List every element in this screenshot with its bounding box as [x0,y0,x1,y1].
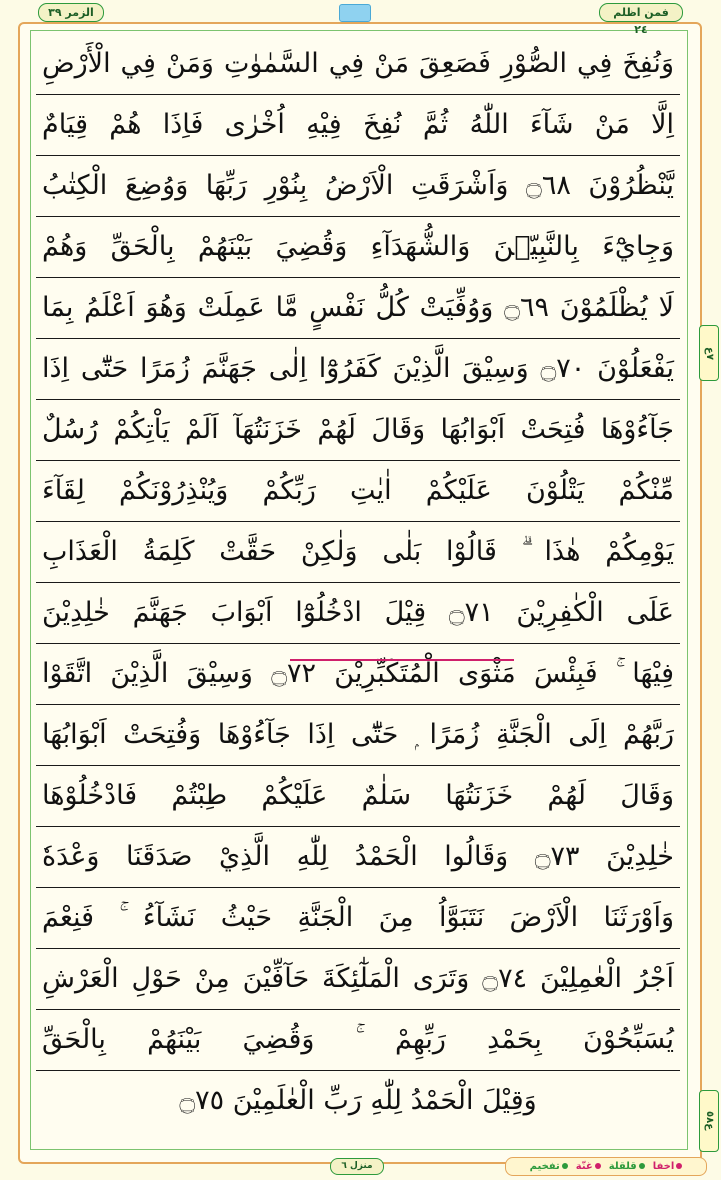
legend-dot [676,1163,682,1169]
text-line: يُسَبِّحُوْنَ بِحَمْدِ رَبِّهِمْ ۚ وَقُضِيَ بَيْنَهُمْ بِالْحَقِّ [36,1010,680,1071]
text-lines [36,34,680,1114]
text-line: رَبَّهُمْ اِلَى الْجَنَّةِ زُمَرًا ۭ حَتّٰٓى اِذَا جَآءُوْهَا وَفُتِحَتْ اَبْوَابُهَا [36,705,680,766]
legend-item: غنّة [576,1161,601,1172]
text-line: يَّنْظُرُوْنَ ۝٦٨ وَاَشْرَقَتِ الْاَرْضُ بِنُوْرِ رَبِّهَا وَوُضِعَ الْكِتٰبُ [36,156,680,217]
surah-label: الزمر ٣٩ [38,3,104,22]
ruku-marker: ٧ع [699,325,719,381]
text-line: جَآءُوْهَا فُتِحَتْ اَبْوَابُهَا وَقَالَ لَهُمْ خَزَنَتُهَآ اَلَمْ يَاْتِكُمْ رُسُلٌ [36,400,680,461]
text-line: مِّنْكُمْ يَتْلُوْنَ عَلَيْكُمْ اٰيٰتِ رَبِّكُمْ وَيُنْذِرُوْنَكُمْ لِقَآءَ [36,461,680,522]
legend-item: تفخيم [530,1161,568,1172]
juz-label: فمن اظلم ٢٤ [599,3,683,22]
highlight-underline [290,659,514,661]
text-line: اَجْرُ الْعٰمِلِيْنَ ۝٧٤ وَتَرَى الْمَلٰٓئِكَةَ حَآفِّيْنَ مِنْ حَوْلِ الْعَرْشِ [36,949,680,1010]
page-top-tab [339,4,371,22]
legend-dot [595,1163,601,1169]
text-line: فِيْهَا ۚ فَبِئْسَ مَثْوَى الْمُتَكَبِّرِيْنَ ۝٧٢ وَسِيْقَ الَّذِيْنَ اتَّقَوْا [36,644,680,705]
text-line: وَاَوْرَثَنَا الْاَرْضَ نَتَبَوَّاُ مِنَ الْجَنَّةِ حَيْثُ نَشَآءُ ۚ فَنِعْمَ [36,888,680,949]
legend-item: قلقلة [609,1161,645,1172]
text-line: اِلَّا مَنْ شَآءَ اللّٰهُ ثُمَّ نُفِخَ فِيْهِ اُخْرٰى فَاِذَا هُمْ قِيَامٌ [36,95,680,156]
text-line: وَقَالَ لَهُمْ خَزَنَتُهَا سَلٰمٌ عَلَيْكُمْ طِبْتُمْ فَادْخُلُوْهَا [36,766,680,827]
text-line: يَفْعَلُوْنَ ۝٧٠ وَسِيْقَ الَّذِيْنَ كَفَرُوْٓا اِلٰى جَهَنَّمَ زُمَرًا حَتّٰٓى اِذَا [36,339,680,400]
manzil-label: منزل ٦ [330,1158,384,1175]
text-line: لَا يُظْلَمُوْنَ ۝٦٩ وَوُفِّيَتْ كُلُّ نَفْسٍ مَّا عَمِلَتْ وَهُوَ اَعْلَمُ بِمَا [36,278,680,339]
legend-dot [639,1163,645,1169]
text-line: وَنُفِخَ فِي الصُّوْرِ فَصَعِقَ مَنْ فِي السَّمٰوٰتِ وَمَنْ فِي الْأَرْضِ [36,34,680,95]
text-line: خٰلِدِيْنَ ۝٧٣ وَقَالُوا الْحَمْدُ لِلّٰهِ الَّذِيْ صَدَقَنَا وَعْدَهٗ [36,827,680,888]
text-line: وَجِايْٓءَ بِالنَّبِيّٖنَ وَالشُّهَدَآءِ وَقُضِيَ بَيْنَهُمْ بِالْحَقِّ وَهُمْ [36,217,680,278]
text-line: يَوْمِكُمْ هٰذَا ۗ قَالُوْا بَلٰى وَلٰكِنْ حَقَّتْ كَلِمَةُ الْعَذَابِ [36,522,680,583]
text-line: وَقِيْلَ الْحَمْدُ لِلّٰهِ رَبِّ الْعٰلَمِيْنَ ۝٧٥ [179,1085,537,1116]
ruku-marker-end: ع٥٨ [699,1090,719,1152]
legend-dot [562,1163,568,1169]
tajweed-legend [505,1157,707,1176]
text-line: عَلَى الْكٰفِرِيْنَ ۝٧١ قِيْلَ ادْخُلُوْٓا اَبْوَابَ جَهَنَّمَ خٰلِدِيْنَ [36,583,680,644]
legend-item: اخفا [653,1161,683,1172]
